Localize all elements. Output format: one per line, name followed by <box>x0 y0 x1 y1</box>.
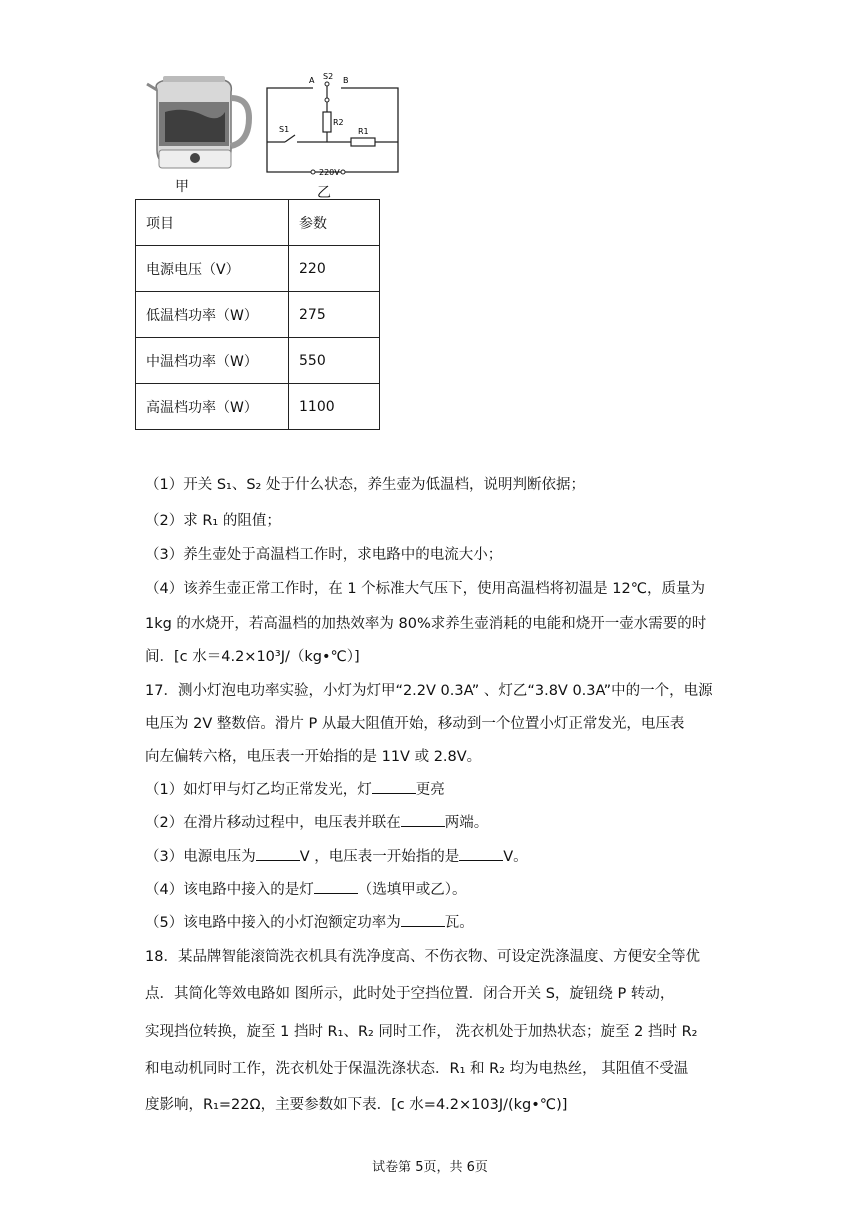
table-cell: 220 <box>289 246 380 292</box>
figure-area <box>145 72 415 202</box>
q16-part1: （1）开关 S₁、S₂ 处于什么状态，养生壶为低温档，说明判断依据； <box>145 477 585 493</box>
q18-line4: 和电动机同时工作，洗衣机处于保温洗涤状态．R₁ 和 R₂ 均为电热丝， 其阻值不受温 <box>145 1061 689 1077</box>
label-a: A <box>309 76 315 85</box>
q17-line3: 向左偏转六格，电压表一开始指的是 11V 或 2.8V。 <box>145 749 482 765</box>
table-cell: 中温档功率（W） <box>136 338 289 384</box>
q17-sub5-text: （5）该电路中接入的小灯泡额定功率为 <box>145 915 401 931</box>
q18-line2: 点．其简化等效电路如 图所示，此时处于空挡位置．闭合开关 S，旋钮绕 P 转动， <box>145 986 675 1002</box>
q17-sub4 <box>145 878 466 899</box>
q17-sub3-text: （3）电源电压为 <box>145 849 256 865</box>
q17-sub4-text: （4）该电路中接入的是灯 <box>145 882 314 898</box>
q17-sub4-text-end: （选填甲或乙）。 <box>357 882 467 898</box>
label-s1: S1 <box>279 125 290 134</box>
label-r1: R1 <box>358 127 369 136</box>
voltage-label: 220V <box>319 168 340 177</box>
circuit-diagram <box>263 72 403 190</box>
table-cell: 550 <box>289 338 380 384</box>
q16-part2: （2）求 R₁ 的阻值； <box>145 513 281 529</box>
table-header-cell: 参数 <box>289 200 380 246</box>
q17-sub3-text-end: V。 <box>503 849 528 865</box>
table-cell: 1100 <box>289 384 380 430</box>
table-cell: 低温档功率（W） <box>136 292 289 338</box>
table-cell: 275 <box>289 292 380 338</box>
table-row <box>136 384 380 430</box>
label-r2: R2 <box>333 118 344 127</box>
table-cell: 高温档功率（W） <box>136 384 289 430</box>
kettle-photo <box>145 72 255 180</box>
q17-sub3-text-mid: V ，电压表一开始指的是 <box>299 849 460 865</box>
q17-sub5-text-end: 瓦。 <box>444 915 474 931</box>
q18-line1: 18．某品牌智能滚筒洗衣机具有洗净度高、不伤衣物、可设定洗涤温度、方便安全等优 <box>145 949 700 965</box>
q17-sub2-text: （2）在滑片移动过程中，电压表并联在 <box>145 815 401 831</box>
q17-sub1 <box>145 778 445 799</box>
q16-part4-line2: 1kg 的水烧开，若高温档的加热效率为 80%求养生壶消耗的电能和烧开一壶水需要的时 <box>145 616 707 632</box>
q17-sub1-text: （1）如灯甲与灯乙均正常发光，灯 <box>145 782 372 798</box>
q16-part3: （3）养生壶处于高温档工作时，求电路中的电流大小； <box>145 547 503 563</box>
q18-line5: 度影响，R₁=22Ω，主要参数如下表．[c 水=4.2×103J/(kg•℃)] <box>145 1097 568 1113</box>
table-header-cell: 项目 <box>136 200 289 246</box>
figure-label-yi: 乙 <box>317 185 331 201</box>
q16-part4-line3: 间．[c 水＝4.2×10³J/（kg•℃）] <box>145 649 360 665</box>
table-cell: 电源电压（V） <box>136 246 289 292</box>
table-row <box>136 246 380 292</box>
answer-blank[interactable] <box>256 846 300 861</box>
q17-sub2-text-end: 两端。 <box>444 815 489 831</box>
answer-blank[interactable] <box>401 812 445 827</box>
table-row <box>136 292 380 338</box>
table-header-row <box>136 200 380 246</box>
label-s2: S2 <box>323 72 334 81</box>
table-row <box>136 338 380 384</box>
q16-part4-line1: （4）该养生壶正常工作时，在 1 个标准大气压下，使用高温档将初温是 12℃，质量为 <box>145 581 706 597</box>
label-b: B <box>343 76 349 85</box>
answer-blank[interactable] <box>459 846 503 861</box>
q18-line3: 实现挡位转换，旋至 1 挡时 R₁、R₂ 同时工作， 洗衣机处于加热状态；旋至 2 挡时 R₂ <box>145 1024 698 1040</box>
answer-blank[interactable] <box>372 779 416 794</box>
q17-sub2 <box>145 811 488 832</box>
q17-sub3 <box>145 845 528 866</box>
q17-sub5 <box>145 911 474 932</box>
answer-blank[interactable] <box>314 879 358 894</box>
parameter-table <box>135 199 380 430</box>
q17-line1: 17．测小灯泡电功率实验，小灯为灯甲“2.2V 0.3A” 、灯乙“3.8V 0.3A”中的一个，电源 <box>145 683 713 699</box>
q17-sub1-text-end: 更亮 <box>415 782 445 798</box>
figure-label-jia: 甲 <box>175 179 189 195</box>
page-footer: 试卷第 5页，共 6页 <box>372 1160 488 1175</box>
answer-blank[interactable] <box>401 912 445 927</box>
q17-line2: 电压为 2V 整数倍。滑片 P 从最大阻值开始，移动到一个位置小灯正常发光，电压表 <box>145 716 685 732</box>
